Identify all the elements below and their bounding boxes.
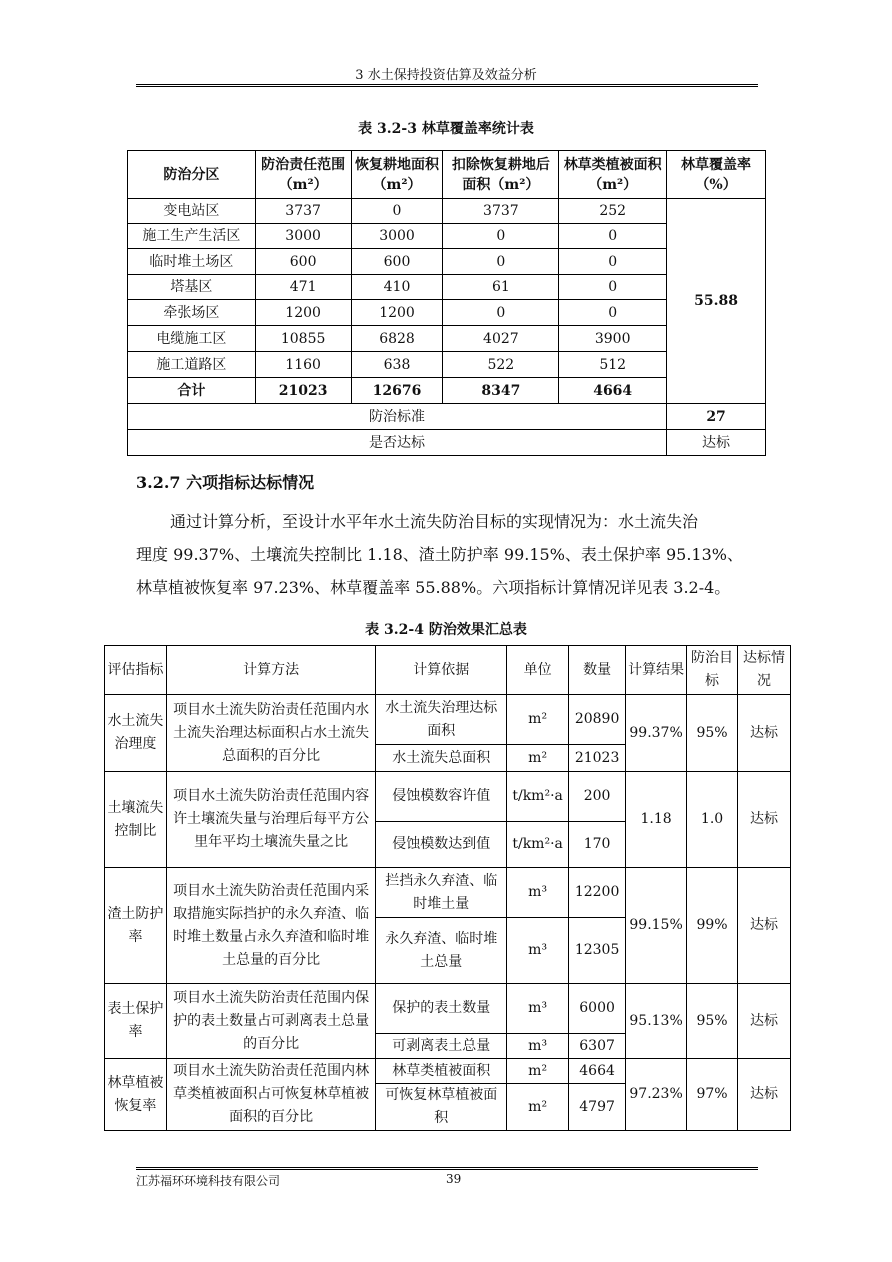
- t1-total-cell: 12676: [351, 378, 443, 404]
- t2-method: 项目水土流失防治责任范围内林草类植被面积占可恢复林草植被面积的百分比: [166, 1059, 376, 1131]
- t1-zone: 电缆施工区: [128, 326, 256, 352]
- t2-unit: t/km²·a: [507, 772, 569, 822]
- t2-target: 95%: [687, 984, 738, 1059]
- t2-qty: 4797: [569, 1084, 626, 1131]
- t1-cell: 522: [443, 352, 559, 378]
- t2-status: 达标: [738, 868, 791, 984]
- t1-cell: 61: [443, 275, 559, 300]
- t2-qty: 200: [569, 772, 626, 822]
- t2-target: 95%: [687, 695, 738, 772]
- t2-header-basis: 计算依据: [376, 646, 507, 695]
- t1-zone: 变电站区: [128, 199, 256, 224]
- t1-cell: 1160: [255, 352, 351, 378]
- table-row: [105, 1059, 791, 1084]
- t2-unit: t/km²·a: [507, 822, 569, 868]
- t1-zone: 施工道路区: [128, 352, 256, 378]
- t2-header-target: 防治目标: [687, 646, 738, 695]
- table-row: [105, 984, 791, 1034]
- table-row: [128, 199, 766, 224]
- t2-basis: 保护的表土数量: [376, 984, 507, 1034]
- t1-standard-label: 防治标准: [128, 404, 667, 430]
- t1-cell: 1200: [351, 300, 443, 326]
- t1-total-cell: 21023: [255, 378, 351, 404]
- footer-rule: [136, 1167, 758, 1168]
- t2-unit: m³: [507, 918, 569, 984]
- t2-basis: 永久弃渣、临时堆土总量: [376, 918, 507, 984]
- running-header: 3 水土保持投资估算及效益分析: [355, 68, 537, 83]
- table1-reach-row: [128, 430, 766, 456]
- t2-method: 项目水土流失防治责任范围内容许土壤流失量与治理后每平方公里年平均土壤流失量之比: [166, 772, 376, 868]
- t2-result: 99.15%: [626, 868, 687, 984]
- page-number: 39: [446, 1172, 462, 1186]
- effect-summary-table: [104, 645, 791, 1131]
- t2-unit: m²: [507, 745, 569, 772]
- t2-target: 97%: [687, 1059, 738, 1131]
- t2-qty: 12200: [569, 868, 626, 918]
- t1-cell: 0: [559, 275, 667, 300]
- t2-status: 达标: [738, 1059, 791, 1131]
- t2-header-result: 计算结果: [626, 646, 687, 695]
- t1-reach-value: 达标: [667, 430, 766, 456]
- header-rule-2: [136, 86, 758, 87]
- t2-basis: 拦挡永久弃渣、临时堆土量: [376, 868, 507, 918]
- t2-header-qty: 数量: [569, 646, 626, 695]
- t2-unit: m³: [507, 868, 569, 918]
- t1-cell: 0: [559, 224, 667, 249]
- para-line: 林草植被恢复率 97.23%、林草覆盖率 55.88%。六项指标计算情况详见表 3.2-4。: [136, 578, 731, 597]
- t2-method: 项目水土流失防治责任范围内水土流失治理达标面积占水土流失总面积的百分比: [166, 695, 376, 772]
- t2-qty: 4664: [569, 1059, 626, 1084]
- table2-header-row: [105, 646, 791, 695]
- t1-reach-label: 是否达标: [128, 430, 667, 456]
- t2-target: 1.0: [687, 772, 738, 868]
- t2-unit: m²: [507, 695, 569, 745]
- t1-cell: 1200: [255, 300, 351, 326]
- t2-indicator: 林草植被恢复率: [105, 1059, 167, 1131]
- t1-cell: 638: [351, 352, 443, 378]
- table1-standard-row: [128, 404, 766, 430]
- t2-status: 达标: [738, 772, 791, 868]
- t2-method: 项目水土流失防治责任范围内保护的表土数量占可剥离表土总量的百分比: [166, 984, 376, 1059]
- t1-cell: 600: [351, 249, 443, 275]
- t2-basis: 可恢复林草植被面积: [376, 1084, 507, 1131]
- t2-target: 99%: [687, 868, 738, 984]
- t1-cell: 0: [443, 249, 559, 275]
- t2-indicator: 渣土防护率: [105, 868, 167, 984]
- t2-basis: 水土流失总面积: [376, 745, 507, 772]
- t1-cell: 0: [443, 224, 559, 249]
- t1-cell: 3000: [255, 224, 351, 249]
- t1-cell: 3737: [443, 199, 559, 224]
- t2-method: 项目水土流失防治责任范围内采取措施实际挡护的永久弃渣、临时堆土数量占永久弃渣和临时堆土总量的百分比: [166, 868, 376, 984]
- t1-cell: 600: [255, 249, 351, 275]
- t2-basis: 可剥离表土总量: [376, 1034, 507, 1059]
- t1-header-restored: 恢复耕地面积（m²）: [351, 151, 443, 199]
- t2-qty: 6307: [569, 1034, 626, 1059]
- t1-cell: 252: [559, 199, 667, 224]
- t1-zone: 施工生产生活区: [128, 224, 256, 249]
- t1-cell: 3000: [351, 224, 443, 249]
- t1-header-veg-area: 林草类植被面积（m²）: [559, 151, 667, 199]
- t2-status: 达标: [738, 695, 791, 772]
- t2-qty: 12305: [569, 918, 626, 984]
- t1-total-label: 合计: [128, 378, 256, 404]
- t1-cell: 0: [443, 300, 559, 326]
- footer-rule-2: [136, 1169, 758, 1170]
- t2-unit: m²: [507, 1084, 569, 1131]
- t1-zone: 塔基区: [128, 275, 256, 300]
- t1-cell: 512: [559, 352, 667, 378]
- t1-header-zone: 防治分区: [128, 151, 256, 199]
- header-rule: [136, 84, 758, 85]
- t1-cell: 410: [351, 275, 443, 300]
- t1-header-net-area: 扣除恢复耕地后面积（m²）: [443, 151, 559, 199]
- t1-cell: 6828: [351, 326, 443, 352]
- t2-header-status: 达标情况: [738, 646, 791, 695]
- t2-indicator: 水土流失治理度: [105, 695, 167, 772]
- para-line: 理度 99.37%、土壤流失控制比 1.18、渣土防护率 99.15%、表土保护率 95.13%、: [136, 545, 743, 564]
- table-row: [105, 695, 791, 745]
- t2-result: 1.18: [626, 772, 687, 868]
- t2-basis: 侵蚀模数达到值: [376, 822, 507, 868]
- t2-qty: 20890: [569, 695, 626, 745]
- table2-caption: 表 3.2-4 防治效果汇总表: [365, 622, 527, 638]
- t2-indicator: 表土保护率: [105, 984, 167, 1059]
- t1-standard-value: 27: [667, 404, 766, 430]
- para-line: 通过计算分析，至设计水平年水土流失防治目标的实现情况为：水土流失治: [170, 512, 699, 531]
- t2-header-method: 计算方法: [166, 646, 376, 695]
- t2-header-unit: 单位: [507, 646, 569, 695]
- t2-result: 95.13%: [626, 984, 687, 1059]
- table1-caption: 表 3.2-3 林草覆盖率统计表: [358, 121, 534, 137]
- t1-cell: 10855: [255, 326, 351, 352]
- t1-coverage-value: 55.88: [667, 199, 766, 404]
- t2-result: 97.23%: [626, 1059, 687, 1131]
- t2-basis: 侵蚀模数容许值: [376, 772, 507, 822]
- t2-header-indicator: 评估指标: [105, 646, 167, 695]
- coverage-table: [127, 150, 766, 456]
- t2-basis: 水土流失治理达标面积: [376, 695, 507, 745]
- t1-total-cell: 8347: [443, 378, 559, 404]
- t1-cell: 3900: [559, 326, 667, 352]
- t2-unit: m³: [507, 984, 569, 1034]
- section-heading: 3.2.7 六项指标达标情况: [136, 473, 315, 492]
- t2-unit: m²: [507, 1059, 569, 1084]
- body-paragraph: [136, 505, 758, 604]
- t2-status: 达标: [738, 984, 791, 1059]
- table-row: [105, 772, 791, 822]
- t2-result: 99.37%: [626, 695, 687, 772]
- table-row: [105, 868, 791, 918]
- t1-cell: 0: [351, 199, 443, 224]
- t2-unit: m³: [507, 1034, 569, 1059]
- t1-cell: 0: [559, 249, 667, 275]
- t1-header-scope: 防治责任范围（m²）: [255, 151, 351, 199]
- t2-basis: 林草类植被面积: [376, 1059, 507, 1084]
- t2-qty: 170: [569, 822, 626, 868]
- footer-company: 江苏福环环境科技有限公司: [136, 1174, 281, 1188]
- t2-indicator: 土壤流失控制比: [105, 772, 167, 868]
- t1-zone: 牵张场区: [128, 300, 256, 326]
- t1-header-coverage: 林草覆盖率（%）: [667, 151, 766, 199]
- t1-cell: 3737: [255, 199, 351, 224]
- t1-cell: 471: [255, 275, 351, 300]
- t2-qty: 21023: [569, 745, 626, 772]
- t1-total-cell: 4664: [559, 378, 667, 404]
- t2-qty: 6000: [569, 984, 626, 1034]
- t1-cell: 4027: [443, 326, 559, 352]
- t1-zone: 临时堆土场区: [128, 249, 256, 275]
- table1-header-row: [128, 151, 766, 199]
- t1-cell: 0: [559, 300, 667, 326]
